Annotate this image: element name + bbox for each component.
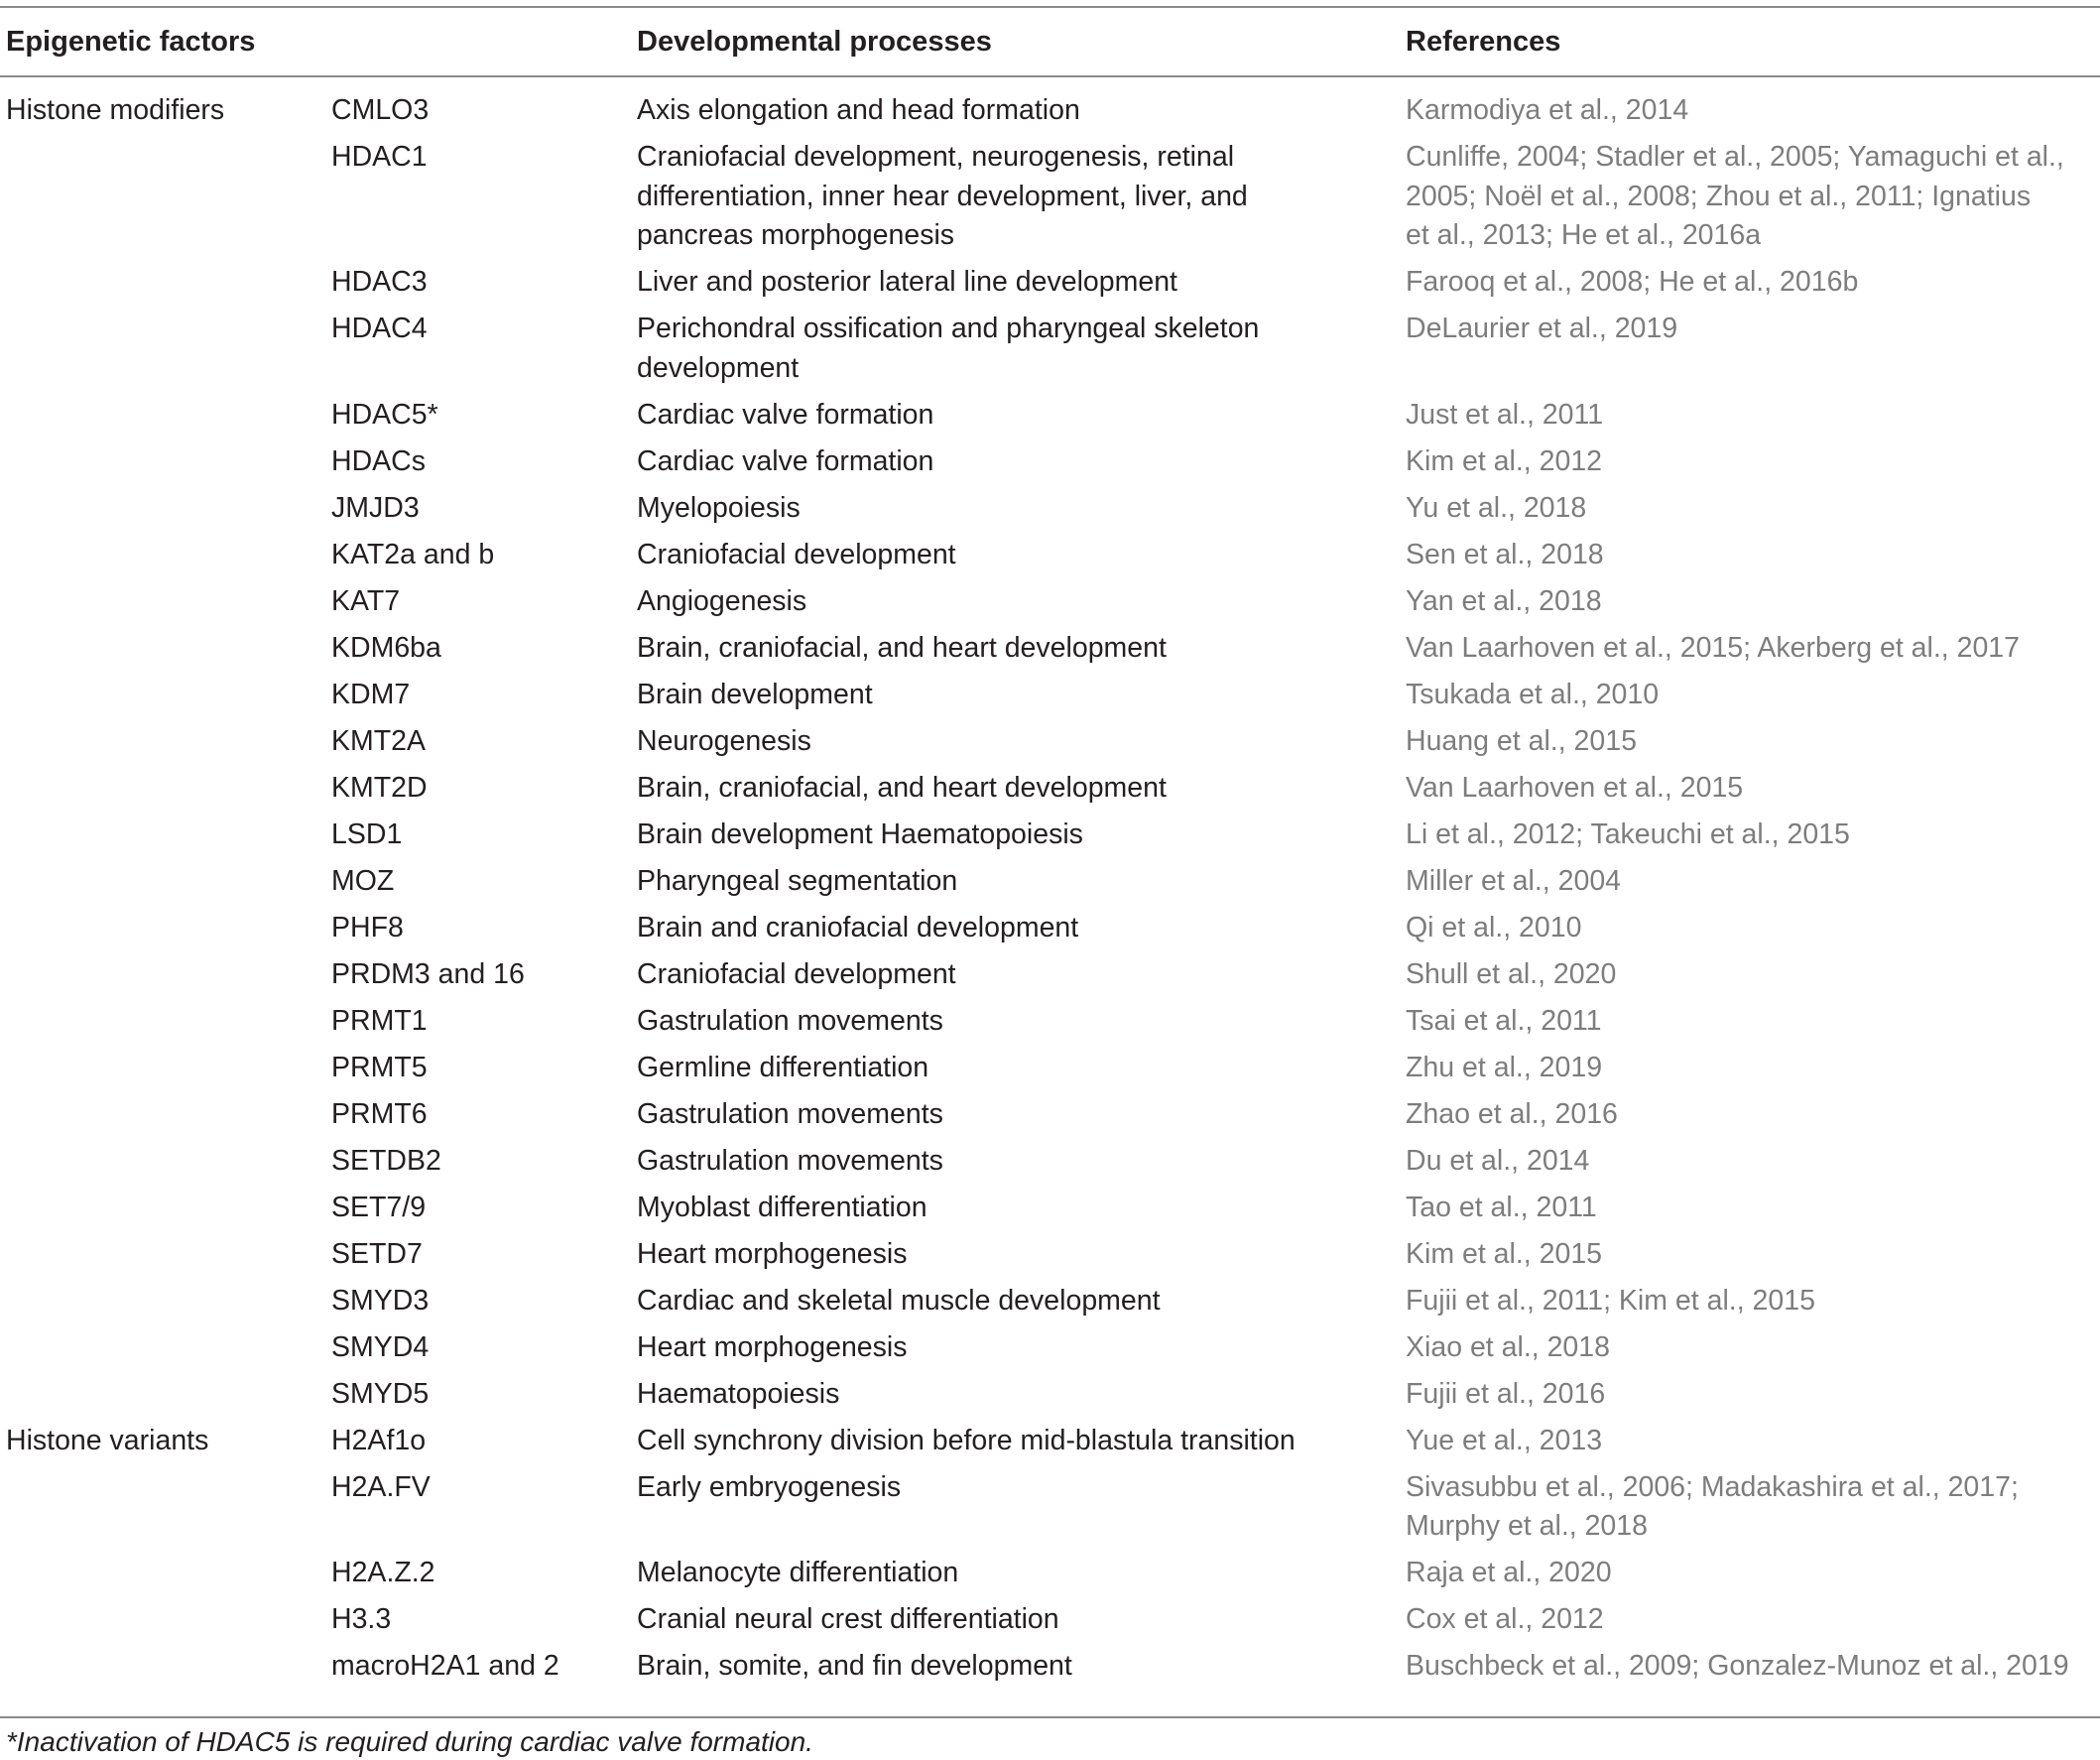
cell-factor: H2Af1o [331,1424,427,1456]
reference-line: Miller et al., 2004 [1406,864,1622,897]
process-line: Neurogenesis [637,724,811,757]
cell-process [637,862,1411,902]
cell-factor: KMT2A [331,724,427,757]
process-line: Craniofacial development [637,957,956,990]
cell-process [637,629,1411,669]
reference-line: Fujii et al., 2011; Kim et al., 2015 [1406,1284,1815,1317]
table-row [0,1235,2100,1275]
cell-factor: LSD1 [331,817,403,850]
cell-process [637,1282,1411,1321]
header-references: References [1406,26,1561,58]
cell-references [1406,442,2090,482]
table-row [0,909,2100,948]
cell-process [637,722,1411,762]
process-line: Liver and posterior lateral line development [637,266,1177,298]
process-line: Cardiac valve formation [637,444,934,477]
reference-line: Yan et al., 2018 [1406,584,1602,617]
table-row [0,263,2100,303]
process-line: Brain development Haematopoiesis [637,817,1083,850]
reference-line: Zhu et al., 2019 [1406,1051,1603,1083]
cell-factor: SETDB2 [331,1144,441,1177]
table-row [0,582,2100,622]
table-row [0,722,2100,762]
process-line: Myoblast differentiation [637,1191,927,1223]
cell-references [1406,1142,2090,1182]
cell-process [637,1328,1411,1368]
reference-line: Sen et al., 2018 [1406,538,1604,570]
cell-process [637,1235,1411,1275]
cell-process [637,1600,1411,1640]
reference-line: Huang et al., 2015 [1406,724,1637,757]
process-line: pancreas morphogenesis [637,219,955,251]
process-line: Axis elongation and head formation [637,94,1080,126]
process-line: Heart morphogenesis [637,1330,908,1363]
cell-process [637,310,1411,388]
reference-line: Cunliffe, 2004; Stadler et al., 2005; Yamaguchi et al., [1406,141,2064,173]
process-line: Heart morphogenesis [637,1237,908,1270]
cell-process [637,263,1411,303]
table-row [0,310,2100,388]
table-row [0,629,2100,669]
process-line: Perichondral ossification and pharyngeal skeleton [637,313,1260,344]
cell-factor: HDACs [331,444,427,477]
process-line: Brain, somite, and fin development [637,1650,1072,1682]
process-line: development [637,351,800,384]
reference-line: Xiao et al., 2018 [1406,1330,1610,1363]
cell-process [637,138,1411,256]
reference-line: Fujii et al., 2016 [1406,1377,1606,1410]
cell-references [1406,816,2090,855]
table-row [0,1647,2100,1687]
cell-factor: PRMT6 [331,1097,428,1130]
cell-references [1406,862,2090,902]
cell-category: Histone variants [6,1424,209,1456]
reference-line: Du et al., 2014 [1406,1144,1590,1177]
table-row [0,862,2100,902]
cell-references [1406,1189,2090,1228]
table-row [0,138,2100,256]
table-row [0,1328,2100,1368]
process-line: Cardiac and skeletal muscle development [637,1284,1161,1317]
cell-process [637,1049,1411,1088]
process-line: differentiation, inner hear development, liver, and [637,180,1248,212]
table-row [0,536,2100,575]
cell-factor: macroH2A1 and 2 [331,1650,559,1682]
table-row [0,1422,2100,1461]
table-row [0,676,2100,715]
cell-process [637,676,1411,715]
header-developmental-processes: Developmental processes [637,26,992,58]
process-line: Melanocyte differentiation [637,1557,959,1588]
table-row [0,1095,2100,1135]
cell-references [1406,91,2090,131]
cell-process [637,1468,1411,1508]
cell-process [637,1375,1411,1415]
cell-process [637,1647,1411,1687]
reference-line: 2005; Noël et al., 2008; Zhou et al., 2011; Ignatius [1406,180,2032,212]
cell-factor: H2A.FV [331,1470,431,1503]
cell-references [1406,489,2090,529]
table-row [0,1554,2100,1593]
cell-factor: SMYD3 [331,1284,430,1317]
cell-references [1406,955,2090,995]
reference-line: Qi et al., 2010 [1406,911,1582,943]
table-row [0,816,2100,855]
cell-references [1406,676,2090,715]
header-epigenetic-factors: Epigenetic factors [6,26,256,58]
reference-line: Murphy et al., 2018 [1406,1510,1648,1542]
cell-factor: JMJD3 [331,491,420,524]
reference-line: Van Laarhoven et al., 2015; Akerberg et al., 2017 [1406,631,2020,664]
cell-references [1406,629,2090,669]
cell-factor: H2A.Z.2 [331,1557,435,1588]
process-line: Craniofacial development, neurogenesis, retinal [637,141,1235,173]
cell-references [1406,310,2090,349]
cell-factor: SETD7 [331,1237,423,1270]
cell-references [1406,263,2090,303]
cell-factor: HDAC1 [331,141,428,173]
reference-line: Shull et al., 2020 [1406,957,1617,990]
cell-references [1406,1647,2090,1687]
process-line: Craniofacial development [637,538,956,570]
cell-factor: PRMT5 [331,1051,428,1083]
cell-references [1406,1049,2090,1088]
process-line: Gastrulation movements [637,1004,943,1037]
cell-factor: HDAC5* [331,398,438,431]
reference-line: Kim et al., 2015 [1406,1237,1603,1270]
cell-references [1406,769,2090,809]
cell-process [637,1095,1411,1135]
cell-factor: KAT7 [331,584,401,617]
reference-line: et al., 2013; He et al., 2016a [1406,219,1762,251]
cell-factor: PRMT1 [331,1004,428,1037]
cell-references [1406,909,2090,948]
cell-process [637,1554,1411,1593]
reference-line: Tao et al., 2011 [1406,1191,1597,1223]
cell-factor: KDM7 [331,678,411,710]
table-footnote: *Inactivation of HDAC5 is required during cardiac valve formation. [6,1726,813,1757]
reference-line: Buschbeck et al., 2009; Gonzalez-Munoz et al., 2019 [1406,1650,2069,1682]
cell-factor: HDAC3 [331,266,428,298]
reference-line: Zhao et al., 2016 [1406,1097,1618,1130]
cell-factor: SET7/9 [331,1191,427,1223]
cell-process [637,582,1411,622]
cell-process [637,442,1411,482]
cell-factor: H3.3 [331,1603,392,1635]
reference-line: Karmodiya et al., 2014 [1406,94,1689,126]
table-row [0,1049,2100,1088]
cell-factor: PRDM3 and 16 [331,957,525,990]
cell-factor: KDM6ba [331,631,441,664]
cell-process [637,816,1411,855]
table-row [0,1282,2100,1321]
process-line: Haematopoiesis [637,1377,840,1410]
cell-factor: KMT2D [331,771,428,804]
cell-references [1406,1554,2090,1593]
cell-factor: CMLO3 [331,94,430,126]
process-line: Gastrulation movements [637,1097,943,1130]
cell-process [637,1189,1411,1228]
table-row [0,442,2100,482]
cell-references [1406,1422,2090,1461]
process-line: Gastrulation movements [637,1144,943,1177]
reference-line: Sivasubbu et al., 2006; Madakashira et al., 2017; [1406,1470,2019,1503]
table-top-rule [0,6,2100,8]
cell-process [637,1422,1411,1461]
table-header-row [0,18,2100,65]
cell-references [1406,536,2090,575]
cell-references [1406,138,2090,256]
cell-references [1406,1375,2090,1415]
cell-factor: SMYD5 [331,1377,430,1410]
table-row [0,489,2100,529]
cell-process [637,909,1411,948]
reference-line: Cox et al., 2012 [1406,1603,1604,1635]
process-line: Myelopoiesis [637,491,801,524]
cell-references [1406,1600,2090,1640]
cell-factor: KAT2a and b [331,538,495,570]
cell-process [637,1142,1411,1182]
process-line: Cardiac valve formation [637,398,934,431]
cell-process [637,396,1411,436]
table-row [0,1375,2100,1415]
cell-factor: SMYD4 [331,1330,430,1363]
cell-factor: HDAC4 [331,313,428,344]
process-line: Brain development [637,678,873,710]
process-line: Brain, craniofacial, and heart development [637,631,1167,664]
cell-references [1406,1282,2090,1321]
cell-category: Histone modifiers [6,94,225,126]
cell-references [1406,1328,2090,1368]
cell-process [637,489,1411,529]
reference-line: Tsai et al., 2011 [1406,1004,1602,1037]
cell-references [1406,1468,2090,1547]
reference-line: Kim et al., 2012 [1406,444,1603,477]
cell-references [1406,1095,2090,1135]
process-line: Brain and craniofacial development [637,911,1079,943]
cell-references [1406,722,2090,762]
reference-line: Yu et al., 2018 [1406,491,1587,524]
process-line: Early embryogenesis [637,1470,902,1503]
process-line: Angiogenesis [637,584,807,617]
table-row [0,1142,2100,1182]
process-line: Cell synchrony division before mid-blastula transition [637,1424,1296,1456]
process-line: Germline differentiation [637,1051,929,1083]
reference-line: Tsukada et al., 2010 [1406,678,1660,710]
cell-process [637,769,1411,809]
table-row [0,396,2100,436]
reference-line: Raja et al., 2020 [1406,1557,1612,1588]
process-line: Brain, craniofacial, and heart development [637,771,1167,804]
table-row [0,1600,2100,1640]
reference-line: Van Laarhoven et al., 2015 [1406,771,1744,804]
table-row [0,91,2100,131]
cell-factor: PHF8 [331,911,404,943]
cell-process [637,1002,1411,1042]
cell-references [1406,1235,2090,1275]
cell-process [637,955,1411,995]
table-row [0,955,2100,995]
process-line: Cranial neural crest differentiation [637,1603,1059,1635]
cell-references [1406,1002,2090,1042]
table-bottom-rule [0,1716,2100,1718]
cell-references [1406,582,2090,622]
reference-line: DeLaurier et al., 2019 [1406,313,1678,344]
table-row [0,1002,2100,1042]
reference-line: Li et al., 2012; Takeuchi et al., 2015 [1406,817,1850,850]
cell-process [637,536,1411,575]
cell-references [1406,396,2090,436]
process-line: Pharyngeal segmentation [637,864,958,897]
table-row [0,1468,2100,1547]
cell-process [637,91,1411,131]
reference-line: Just et al., 2011 [1406,398,1604,431]
table-header-rule [0,75,2100,77]
table-row [0,769,2100,809]
reference-line: Farooq et al., 2008; He et al., 2016b [1406,266,1859,298]
reference-line: Yue et al., 2013 [1406,1424,1603,1456]
table-row [0,1189,2100,1228]
cell-factor: MOZ [331,864,395,897]
